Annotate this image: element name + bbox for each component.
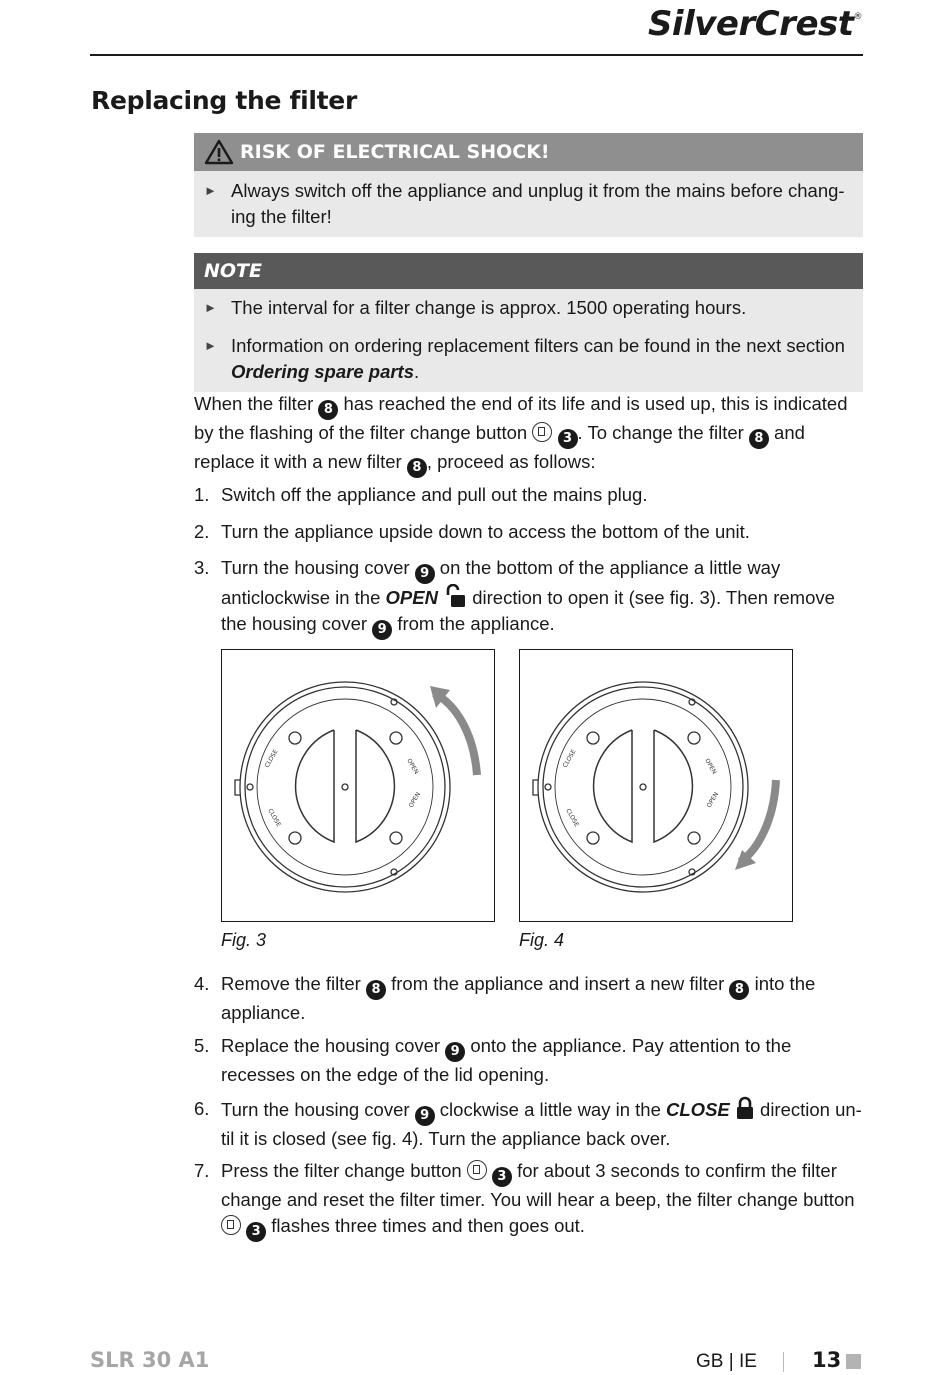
filter-change-button-icon bbox=[221, 1215, 241, 1235]
step-3: 3. Turn the housing cover 9 on the bottom of the appliance a little way anticlockwise in the OPEN direction to open it (see fig. 3). Then remove the housing cover 9 from the appliance. bbox=[194, 555, 864, 640]
lock-icon bbox=[735, 1096, 755, 1120]
ref-badge: 9 bbox=[415, 1106, 435, 1126]
page-title: Replacing the filter bbox=[91, 86, 357, 115]
warning-header bbox=[194, 133, 863, 171]
note-item: ► The interval for a filter change is approx. 1500 operating hours. bbox=[194, 292, 863, 324]
page-marker-square bbox=[846, 1354, 861, 1369]
ref-badge: 3 bbox=[246, 1222, 266, 1242]
svg-text:CLOSE: CLOSE bbox=[561, 748, 578, 769]
filter-change-button-icon bbox=[532, 422, 552, 442]
filter-change-button-icon bbox=[467, 1160, 487, 1180]
figure-4-caption: Fig. 4 bbox=[519, 930, 565, 950]
warning-title: RISK OF ELECTRICAL SHOCK! bbox=[240, 141, 550, 163]
brand-logo: SilverCrest® bbox=[647, 4, 862, 44]
svg-text:OPEN: OPEN bbox=[407, 791, 423, 809]
step-4: 4. Remove the filter 8 from the appliance and insert a new filter 8 into the appliance. bbox=[194, 973, 816, 1023]
footer-divider bbox=[783, 1352, 784, 1372]
ref-badge: 8 bbox=[749, 429, 769, 449]
footer-language: GB | IE bbox=[696, 1351, 757, 1372]
warning-item: ► Always switch off the appliance and unplug it from the mains before chang-ing the filter! bbox=[204, 180, 845, 227]
note-header bbox=[194, 253, 863, 289]
ref-badge: 8 bbox=[366, 980, 386, 1000]
figure-3-caption: Fig. 3 bbox=[221, 930, 267, 950]
header-rule bbox=[90, 54, 863, 56]
bullet-arrow-icon: ► bbox=[204, 183, 217, 198]
svg-text:OPEN: OPEN bbox=[705, 791, 721, 809]
ref-badge: 3 bbox=[558, 429, 578, 449]
ref-badge: 8 bbox=[318, 400, 338, 420]
figure-3 bbox=[221, 649, 495, 922]
housing-cover-diagram bbox=[520, 650, 791, 920]
step-5: 5. Replace the housing cover 9 onto the appliance. Pay attention to the recesses on the edge of the lid opening. bbox=[194, 1035, 792, 1085]
ref-badge: 9 bbox=[445, 1042, 465, 1062]
svg-text:OPEN: OPEN bbox=[703, 757, 718, 776]
page-number: 13 bbox=[812, 1348, 842, 1372]
svg-text:OPEN: OPEN bbox=[405, 757, 420, 776]
bullet-arrow-icon: ► bbox=[204, 338, 217, 353]
svg-text:CLOSE: CLOSE bbox=[564, 807, 581, 829]
svg-text:CLOSE: CLOSE bbox=[263, 748, 280, 769]
step-7: 7. Press the filter change button 3 for about 3 seconds to confirm the filter change and reset the filter timer. You will hear a beep, the filter change button 3 flashes three times and then goes out. bbox=[194, 1158, 864, 1242]
ref-badge: 9 bbox=[372, 620, 392, 640]
step-2: 2. Turn the appliance upside down to access the bottom of the unit. bbox=[194, 521, 750, 542]
note-box bbox=[194, 253, 863, 392]
ref-badge: 9 bbox=[415, 564, 435, 584]
ref-badge: 8 bbox=[729, 980, 749, 1000]
housing-cover-diagram bbox=[222, 650, 493, 920]
note-title: NOTE bbox=[204, 260, 262, 282]
warning-triangle-icon bbox=[204, 139, 234, 165]
bullet-arrow-icon: ► bbox=[204, 300, 217, 315]
svg-text:CLOSE: CLOSE bbox=[266, 807, 283, 829]
unlock-icon bbox=[443, 584, 467, 608]
footer-model: SLR 30 A1 bbox=[90, 1348, 210, 1372]
intro-paragraph: When the filter 8 has reached the end of its life and is used up, this is indicated by the flashing of the filter change button 3 . To change the filter 8 and replace it with a new filter 8 , proceed as follows: bbox=[194, 391, 864, 478]
figure-4 bbox=[519, 649, 793, 922]
step-1: 1. Switch off the appliance and pull out the mains plug. bbox=[194, 484, 648, 505]
warning-box bbox=[194, 133, 863, 237]
step-6: 6. Turn the housing cover 9 clockwise a little way in the CLOSE direction un-til it is closed (see fig. 4). Turn the appliance back over. bbox=[194, 1098, 862, 1149]
ref-badge: 8 bbox=[407, 458, 427, 478]
note-item: ► Information on ordering replacement filters can be found in the next section Ordering spare parts. bbox=[204, 335, 845, 382]
ref-badge: 3 bbox=[492, 1167, 512, 1187]
